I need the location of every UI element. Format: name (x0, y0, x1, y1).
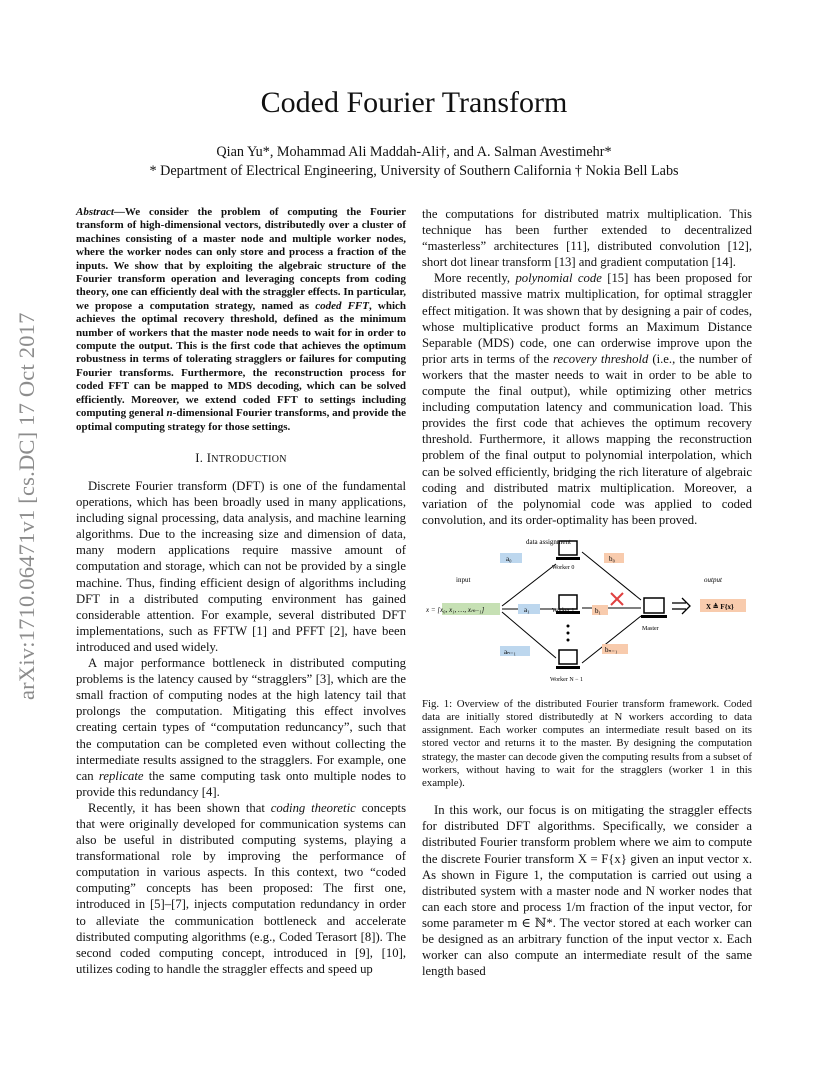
right-column (422, 206, 752, 979)
worker1-label: Worker 1 (552, 607, 575, 614)
abstract-text-2: , which achieves the optimal recovery threshold, defined as the minimum number of workers that the master node needs to wait for in order to compute the output. This is the first code that achieves the optimum robustness in terms of tolerating stragglers or failures for computing Fourier transforms. Furthermore, the reconstruction process for coded FFT can be mapped to MDS decoding, which can be solved efficiently. Moreover, we extend coded FFT to settings including computing general (76, 299, 406, 420)
affiliations: * Department of Electrical Engineering, University of Southern California † Nokia Bell Labs (149, 163, 679, 179)
b0-label: b₀ (609, 554, 615, 563)
intro-paragraph-1: Discrete Fourier transform (DFT) is one of the fundamental operations, which has been broadly used in many applications, including signal processing, data analysis, and machine learning algorithms. Due to the increasing size and dimension of data, many modern applications require massive amount of computation and storage, which can not be provided by a single machine. Thus, finding efficient design of algorithms including DFT in a distributed computing environment has gained considerable attention. For example, several distributed DFT implementations, such as FFTW [1] and PFFT [2], have been introduced and used widely. (76, 479, 406, 654)
workerN-label: Worker N − 1 (550, 676, 584, 683)
a1-label: a₁ (524, 605, 530, 614)
implies-arrow-icon (672, 598, 690, 614)
worker0-label: Worker 0 (552, 564, 575, 571)
straggler-cross-icon (611, 593, 623, 605)
figure-caption: Fig. 1: Overview of the distributed Fourier transform framework. Coded data are initially stored distributedly at N workers according to data assignment. Each worker computes an intermediate result based on its stored vector and returns it to the master. By designing the computation strategy, the master can decode given the computing results from a subset of workers, without having to wait for the stragglers (worker 1 in this example). (422, 697, 752, 790)
intro-paragraph-3: Recently, it has been shown that coding theoretic concepts that were originally developed for communication systems can also be useful in distributed computing systems, playing a transformational role by improving the performance of computation in various aspects. In this context, two “coded computing” concepts has been proposed: The first one, introduced in [5]–[7], injects computation redundancy in order to alleviate the communication bottleneck and accelerate distributed computing algorithms (e.g., Coded Terasort [8]). The second coded computing concept, introduced in [9], [10], utilizes coding to handle the straggler effects and speed up (76, 800, 407, 976)
left-column (76, 206, 406, 977)
arrow-from-workerN (582, 616, 641, 663)
bN-label: bₙ₋₁ (605, 645, 618, 654)
section-heading: I. INTRODUCTION (195, 450, 287, 465)
abstract-coded-fft: coded FFT (315, 299, 369, 312)
arxiv-stamp: arXiv:1710.06471v1 [cs.DC] 17 Oct 2017 (14, 312, 39, 700)
abstract-text-3: -dimensional Fourier transforms, and provide the optimal computing strategy for those settings. (76, 407, 406, 433)
figure-1 (416, 538, 756, 686)
b1-label: b₁ (595, 606, 601, 615)
master-label: Master (642, 625, 659, 632)
authors: Qian Yu*, Mohammad Ali Maddah-Ali†, and A. Salman Avestimehr* (216, 144, 612, 160)
paper-title: Coded Fourier Transform (260, 86, 568, 119)
right-paragraph-3: In this work, our focus is on mitigating the straggler effects for distributed DFT algorithms. Specifically, we consider a distributed Fourier transform problem where we aim to compute the discrete Fourier transform X = F{x} given an input vector x. As shown in Figure 1, the computation is carried out using a distributed system with a master node and N worker nodes that can each store and process 1/m fraction of the input vector, for some parameter m ∈ ℕ*. The vector stored at each worker can be designed as an arbitrary function of the input vector x. Each worker can also compute an intermediate result of the same length based (422, 803, 752, 979)
arrow-to-worker0 (502, 564, 556, 606)
data-assignment-label: data assignment (526, 537, 571, 546)
aN-label: aₙ₋₁ (504, 647, 517, 656)
workerN-icon (556, 650, 580, 669)
abstract-label: Abstract (76, 206, 114, 218)
intro-paragraph-2: A major performance bottleneck in distributed computing problems is the latency caused by “stragglers” [3], which are the small fraction of computing nodes at the high latency tail that prolongs the computation. Mitigating this effect involves creating certain types of “computation reduncancy”, such that the computation can be completed even without collecting the intermediate results assigned to the stragglers. For example, one can replicate the same computing task onto multiple nodes to provide this redundancy [4]. (76, 656, 407, 799)
right-paragraph-2: More recently, polynomial code [15] has been proposed for distributed massive matrix multiplication, for optimal straggler effect mitigation. It was shown that by designing a pair of codes, whose multiplicative product forms an Maximum Distance Separable (MDS) code, one can orderwise improve upon the prior arts in terms of the recovery threshold (i.e., the number of workers that the master needs to wait in order to be able to compute the final output), while optimizing other metrics including computation latency and communication load. This provides the first code that achieves the optimum recovery threshold. Furthermore, it allows mapping the reconstruction problem of the final output to polynomial interpolation, which can be solved efficiently, bridging the rich literature of algebraic coding and distributed matrix multiplication. Moreover, a variation of the polynomial code was applied to coded convolution, and its order-optimality has been proved. (422, 271, 753, 527)
input-vector: x = [x₀, x₁, …, xₘ₋₁] (426, 605, 485, 614)
abstract (76, 206, 406, 434)
input-label: input (456, 575, 471, 584)
abstract-n: n (166, 407, 173, 420)
result-label: X ≜ F{x} (706, 602, 734, 611)
a0-label: a₀ (506, 554, 512, 563)
output-label: output (704, 575, 722, 584)
framework-diagram (416, 538, 756, 686)
right-paragraph-1: the computations for distributed matrix multiplication. This technique has been further extended to decentralized “masterless” architectures [11], distributed convolution [12], short dot linear transform [13] and gradient computation [14]. (422, 207, 752, 270)
master-icon (641, 598, 667, 618)
abstract-text-1: —We consider the problem of computing the Fourier transform of high-dimensional vectors, distributedly over a cluster of machines consisting of a master node and multiple worker nodes, where the worker nodes can only store and process a fraction of the inputs. We show that by exploiting the algebraic structure of the Fourier transform operation and leveraging concepts from coding theory, one can efficiently deal with the straggler effects. In particular, we propose a computation strategy, named as (76, 206, 406, 312)
